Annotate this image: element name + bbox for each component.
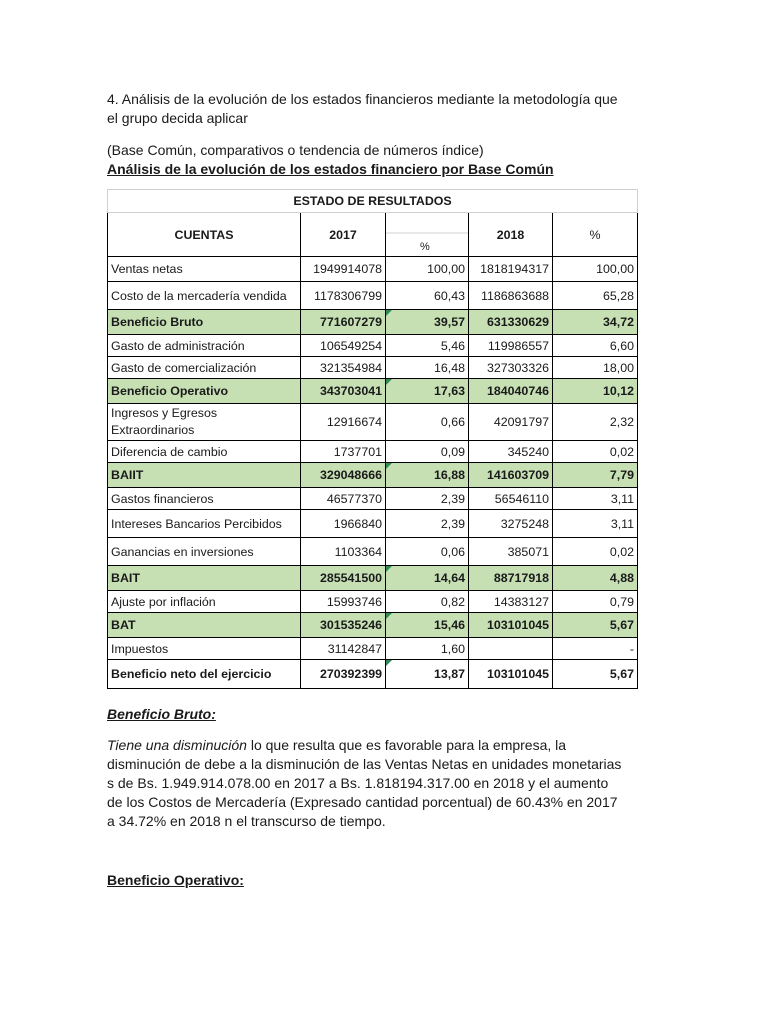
- row-value-2018: 3275248: [469, 510, 553, 538]
- beneficio-bruto-text-3: s de Bs. 1.949.914.078.00 en 2017 a Bs. 1.818194.317.00 en 2018 y el aumento: [107, 775, 609, 791]
- header-pct-2018: %: [553, 213, 638, 257]
- beneficio-bruto-text-5: a 34.72% en 2018 n el transcurso de tiempo.: [107, 813, 386, 829]
- row-value-2017: 1737701: [301, 441, 386, 463]
- row-cuenta: Ganancias en inversiones: [108, 538, 301, 566]
- table-row: [108, 566, 638, 591]
- row-value-2017: 31142847: [301, 638, 386, 660]
- row-value-2018: 56546110: [469, 488, 553, 510]
- row-value-2017: 285541500: [301, 566, 386, 591]
- row-value-2018: 103101045: [469, 613, 553, 638]
- row-pct-2018: 4,88: [553, 566, 638, 591]
- row-value-2017: 46577370: [301, 488, 386, 510]
- row-pct-2018: 3,11: [553, 510, 638, 538]
- row-value-2018: 1818194317: [469, 257, 553, 282]
- beneficio-bruto-title: Beneficio Bruto:: [107, 706, 216, 722]
- row-value-2017: 329048666: [301, 463, 386, 488]
- row-pct-2018: 5,67: [553, 660, 638, 689]
- row-value-2018: [469, 638, 553, 660]
- beneficio-bruto-paragraph: [107, 736, 667, 831]
- row-pct-2018: 18,00: [553, 357, 638, 379]
- row-value-2018: 119986557: [469, 335, 553, 357]
- row-value-2017: 1103364: [301, 538, 386, 566]
- beneficio-bruto-text-1: lo que resulta que es favorable para la empresa, la: [246, 737, 567, 753]
- row-value-2017: 321354984: [301, 357, 386, 379]
- row-value-2017: 1966840: [301, 510, 386, 538]
- row-cuenta: Impuestos: [108, 638, 301, 660]
- table-row: [108, 463, 638, 488]
- row-pct-2017: 14,64: [386, 566, 469, 591]
- row-value-2018: 103101045: [469, 660, 553, 689]
- table-body: [108, 257, 638, 689]
- row-cuenta: BAIT: [108, 566, 301, 591]
- table-header-row: [108, 213, 638, 257]
- intro-line-3: (Base Común, comparativos o tendencia de números índice): [107, 142, 484, 158]
- row-value-2017: 343703041: [301, 379, 386, 404]
- section-heading: Análisis de la evolución de los estados financiero por Base Común: [107, 161, 554, 177]
- row-pct-2018: 100,00: [553, 257, 638, 282]
- row-pct-2017: 60,43: [386, 282, 469, 310]
- row-value-2017: 12916674: [301, 404, 386, 441]
- beneficio-bruto-text-4: de los Costos de Mercadería (Expresado cantidad porcentual) de 60.43% en 2017: [107, 794, 618, 810]
- row-value-2018: 345240: [469, 441, 553, 463]
- row-pct-2017: 2,39: [386, 510, 469, 538]
- table-row: [108, 488, 638, 510]
- row-pct-2018: 3,11: [553, 488, 638, 510]
- row-pct-2017: 15,46: [386, 613, 469, 638]
- row-cuenta: BAT: [108, 613, 301, 638]
- header-2017: 2017: [301, 213, 386, 257]
- row-pct-2017: 1,60: [386, 638, 469, 660]
- row-pct-2017: 0,66: [386, 404, 469, 441]
- table-row: [108, 613, 638, 638]
- table-row: [108, 310, 638, 335]
- row-cuenta: Ingresos y Egresos Extraordinarios: [108, 404, 301, 441]
- row-pct-2018: 7,79: [553, 463, 638, 488]
- row-cuenta: Diferencia de cambio: [108, 441, 301, 463]
- row-value-2017: 106549254: [301, 335, 386, 357]
- intro-line-2: el grupo decida aplicar: [107, 110, 248, 126]
- row-value-2017: 1949914078: [301, 257, 386, 282]
- table-row: [108, 638, 638, 660]
- table-row: [108, 282, 638, 310]
- row-pct-2018: 2,32: [553, 404, 638, 441]
- intro-section: [107, 90, 637, 179]
- row-value-2018: 88717918: [469, 566, 553, 591]
- row-value-2018: 385071: [469, 538, 553, 566]
- table-row: [108, 257, 638, 282]
- table-row: [108, 335, 638, 357]
- row-pct-2018: 34,72: [553, 310, 638, 335]
- row-value-2017: 1178306799: [301, 282, 386, 310]
- row-value-2018: 141603709: [469, 463, 553, 488]
- table-title: ESTADO DE RESULTADOS: [108, 190, 638, 213]
- table-row: [108, 510, 638, 538]
- row-cuenta: Ajuste por inflación: [108, 591, 301, 613]
- row-value-2017: 270392399: [301, 660, 386, 689]
- row-pct-2017: 0,09: [386, 441, 469, 463]
- table-row: [108, 404, 638, 441]
- header-pct-2017: %: [386, 213, 469, 257]
- row-value-2018: 631330629: [469, 310, 553, 335]
- row-pct-2017: 16,48: [386, 357, 469, 379]
- row-pct-2017: 17,63: [386, 379, 469, 404]
- beneficio-bruto-section: [107, 706, 667, 831]
- table-row: [108, 379, 638, 404]
- row-cuenta: Beneficio neto del ejercicio: [108, 660, 301, 689]
- row-value-2018: 184040746: [469, 379, 553, 404]
- beneficio-bruto-text-2: disminución de debe a la disminución de las Ventas Netas en unidades monetarias: [107, 756, 622, 772]
- row-pct-2018: 5,67: [553, 613, 638, 638]
- header-cuentas: CUENTAS: [108, 213, 301, 257]
- row-pct-2017: 0,82: [386, 591, 469, 613]
- row-value-2017: 771607279: [301, 310, 386, 335]
- row-value-2017: 301535246: [301, 613, 386, 638]
- row-cuenta: Beneficio Bruto: [108, 310, 301, 335]
- row-pct-2017: 0,06: [386, 538, 469, 566]
- table-row: [108, 357, 638, 379]
- row-cuenta: Gasto de comercialización: [108, 357, 301, 379]
- table-row: [108, 660, 638, 689]
- row-pct-2017: 13,87: [386, 660, 469, 689]
- row-value-2017: 15993746: [301, 591, 386, 613]
- row-pct-2018: 0,02: [553, 441, 638, 463]
- row-cuenta: Gasto de administración: [108, 335, 301, 357]
- income-statement-table: [107, 189, 638, 689]
- row-value-2018: 42091797: [469, 404, 553, 441]
- row-pct-2018: 6,60: [553, 335, 638, 357]
- row-cuenta: Gastos financieros: [108, 488, 301, 510]
- row-cuenta: Ventas netas: [108, 257, 301, 282]
- beneficio-bruto-lead: Tiene una disminución: [107, 737, 247, 753]
- intro-line-1: 4. Análisis de la evolución de los estados financieros mediante la metodología que: [107, 91, 618, 107]
- row-pct-2017: 2,39: [386, 488, 469, 510]
- row-value-2018: 14383127: [469, 591, 553, 613]
- row-value-2018: 327303326: [469, 357, 553, 379]
- row-pct-2017: 16,88: [386, 463, 469, 488]
- row-pct-2018: 0,02: [553, 538, 638, 566]
- row-cuenta: Intereses Bancarios Percibidos: [108, 510, 301, 538]
- table-title-row: [108, 190, 638, 213]
- row-cuenta: Beneficio Operativo: [108, 379, 301, 404]
- table-row: [108, 538, 638, 566]
- row-cuenta: Costo de la mercadería vendida: [108, 282, 301, 310]
- table-row: [108, 441, 638, 463]
- row-pct-2018: 65,28: [553, 282, 638, 310]
- row-pct-2018: 0,79: [553, 591, 638, 613]
- row-cuenta: BAIIT: [108, 463, 301, 488]
- row-value-2018: 1186863688: [469, 282, 553, 310]
- row-pct-2018: 10,12: [553, 379, 638, 404]
- row-pct-2017: 5,46: [386, 335, 469, 357]
- beneficio-operativo-title: Beneficio Operativo:: [107, 872, 244, 888]
- header-2018: 2018: [469, 213, 553, 257]
- table-row: [108, 591, 638, 613]
- row-pct-2017: 100,00: [386, 257, 469, 282]
- row-pct-2018: -: [553, 638, 638, 660]
- row-pct-2017: 39,57: [386, 310, 469, 335]
